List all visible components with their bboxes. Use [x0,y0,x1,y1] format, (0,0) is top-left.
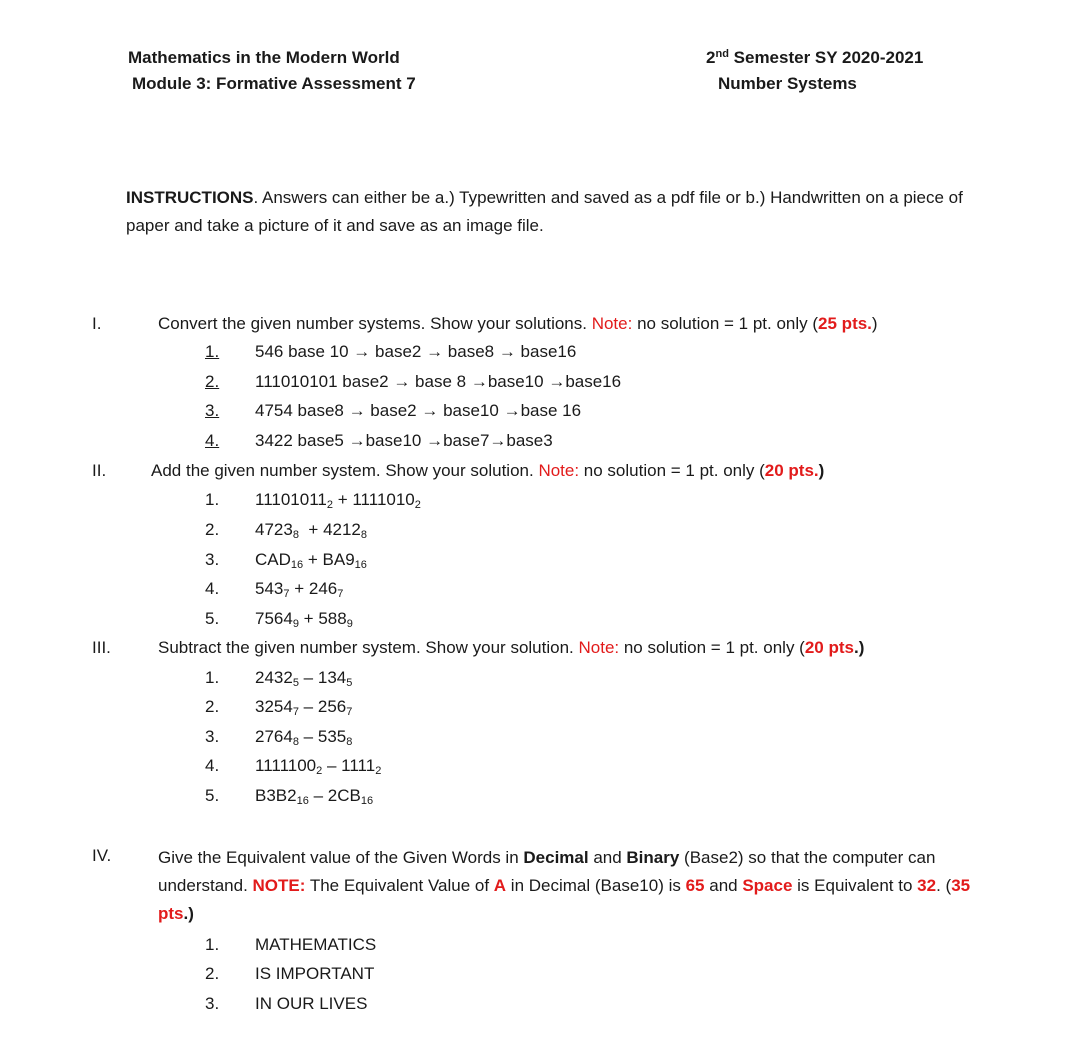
list-item-number: 4. [205,756,220,775]
list-item: IN OUR LIVES [255,994,368,1013]
list-item: $1111100_2 - 1111_2$ [255,756,382,777]
section-3-heading: Subtract the given number system. Show your solution. Note: no solution = 1 pt. only (20 pts.) [158,638,865,657]
instructions-paragraph: INSTRUCTIONS. Answers can either be a.) Typewritten and saved as a pdf file or b.) Handwritten on a piece of paper and take a picture of it and save as an image file. [126,188,963,235]
list-item: $543_7 + 246_7$ [255,579,344,600]
list-item: $11101011_2 + 1111010_2$ [255,490,421,511]
list-item-number: 5. [205,609,220,628]
list-item-number: 1. [205,342,220,361]
list-item-number: 2. [205,372,220,391]
section-2-heading: Add the given number system. Show your solution. Note: no solution = 1 pt. only (20 pts.) [151,461,825,480]
list-item: $7564_9 + 588_9$ [255,609,353,630]
list-item-number: 4. [205,579,220,598]
list-item: $CAD_{16} + BA9_{16}$ [255,550,367,571]
list-item: 111010101 base2 → base 8 →base10 →base16 [255,372,622,391]
section-1-numeral: I. [92,314,102,333]
list-item: 4754 base8 → base2 → base10 →base 16 [255,401,582,420]
list-item: MATHEMATICS [255,935,377,954]
list-item-number: 5. [205,786,220,805]
list-item: $B3B2_{16} - 2CB_{16}$ [255,786,374,807]
list-item: $2432_5 - 134_5$ [255,668,353,689]
section-2-numeral: II. [92,461,107,480]
list-item: $4723_8 + 4212_8$ [255,520,368,541]
list-item-number: 1. [205,668,220,687]
list-item-number: 2. [205,964,220,983]
list-item-number: 2. [205,520,220,539]
list-item: IS IMPORTANT [255,964,375,983]
list-item: 3422 base5 →base10 →base7→base3 [255,431,553,450]
list-item-number: 4. [205,431,220,450]
list-item: $3254_7 - 256_7$ [255,697,353,718]
course-title: Mathematics in the Modern World [128,48,400,67]
list-item-number: 3. [205,401,220,420]
list-item-number: 1. [205,490,220,509]
section-4-heading: Give the Equivalent value of the Given Words in Decimal and Binary (Base2) so that the computer can understand. NOTE: The Equivalent Value of A in Decimal (Base10) is 65 and Space is Equivalent to 32. (35 pts.) [158,848,971,923]
list-item-number: 3. [205,727,220,746]
semester-label: 2nd Semester SY 2020-2021 [706,48,924,67]
list-item-number: 1. [205,935,220,954]
list-item-number: 2. [205,697,220,716]
list-item: 546 base 10 → base2 → base8 → base16 [255,342,577,361]
section-4-numeral: IV. [92,846,112,865]
section-1-heading: Convert the given number systems. Show your solutions. Note: no solution = 1 pt. only (25 pts.) [158,314,878,333]
section-3-numeral: III. [92,638,111,657]
list-item: $2764_8 - 535_8$ [255,727,353,748]
module-title: Module 3: Formative Assessment 7 [132,74,416,93]
topic-title: Number Systems [718,74,857,93]
list-item-number: 3. [205,994,220,1013]
list-item-number: 3. [205,550,220,569]
